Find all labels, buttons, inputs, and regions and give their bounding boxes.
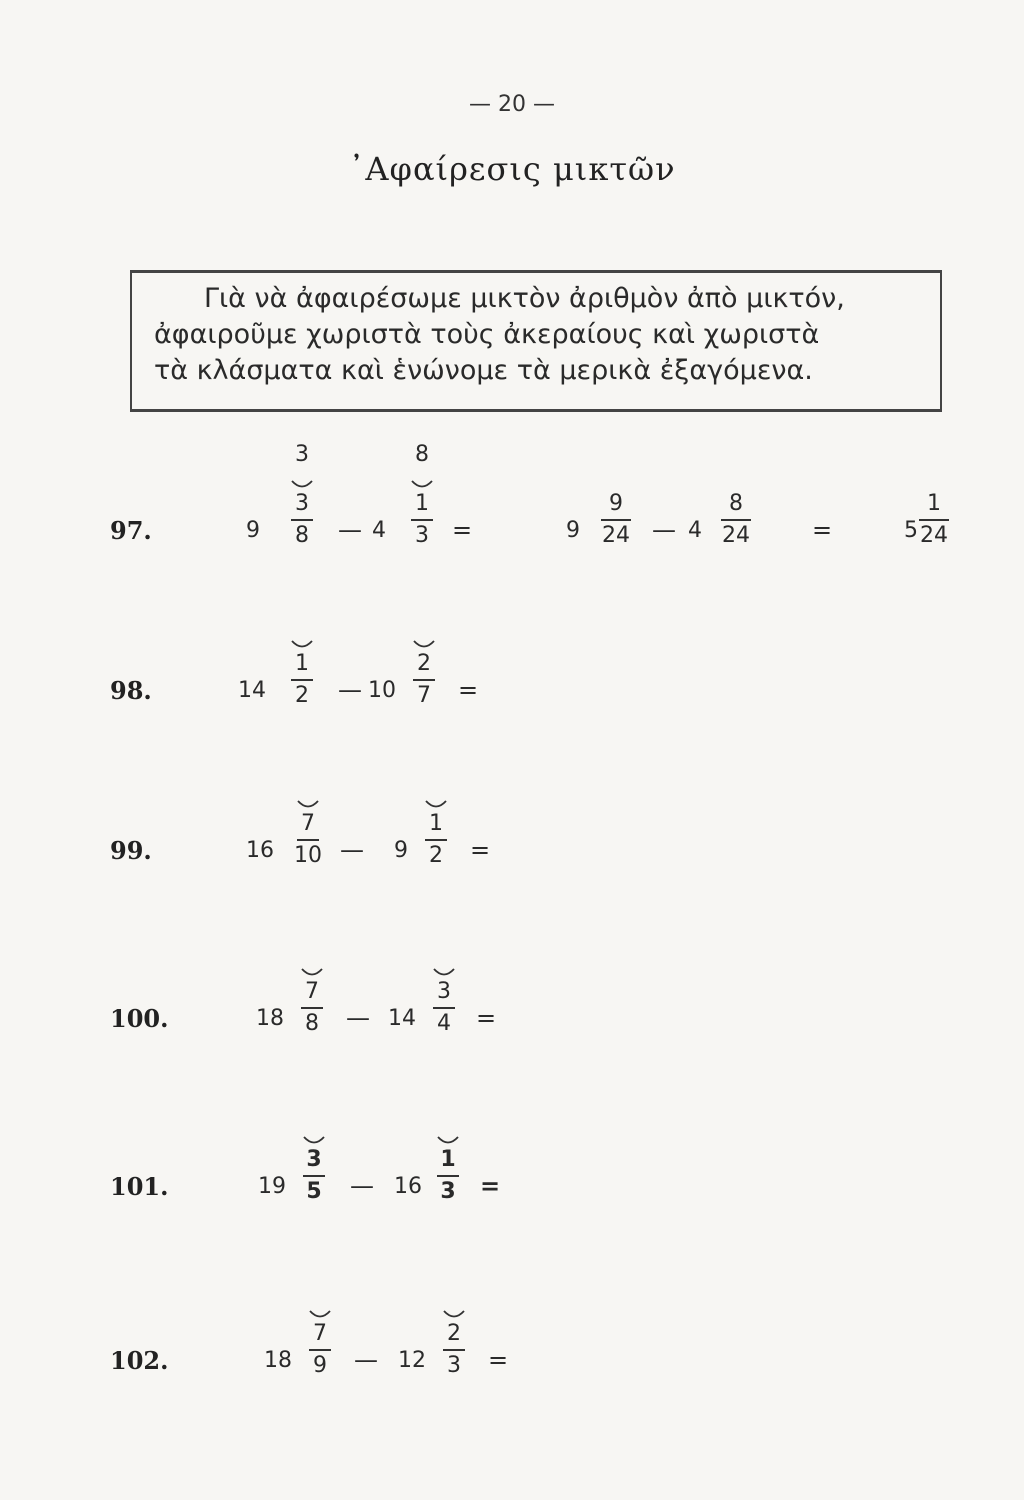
step-subtrahend-whole: 4 (688, 518, 702, 543)
arc-icon (282, 634, 322, 650)
numerator: 1 (429, 811, 443, 836)
numerator: 3 (295, 491, 309, 516)
arc-icon (434, 1304, 474, 1320)
rule-line-1: Γιὰ νὰ ἀφαιρέσωμε μικτὸν ἀριθμὸν ἀπὸ μικτόν, (204, 283, 845, 314)
arc-icon (288, 794, 328, 810)
minus-sign: — (354, 1346, 378, 1374)
subtrahend-whole: 10 (368, 678, 396, 703)
problem-99 (0, 790, 1024, 910)
equals-sign: = (452, 516, 473, 544)
subtrahend-fraction (424, 978, 464, 1038)
problem-number: 98. (110, 676, 152, 705)
numerator: 2 (417, 651, 431, 676)
step-minuend-whole: 9 (566, 518, 580, 543)
multiplier: 8 (415, 442, 429, 467)
denominator: 24 (722, 523, 750, 548)
subtrahend-fraction (404, 650, 444, 710)
numerator: 7 (313, 1321, 327, 1346)
arc-icon (416, 794, 456, 810)
fraction-bar (291, 679, 313, 681)
denominator: 8 (305, 1011, 319, 1036)
step-minuend-fraction (596, 490, 636, 550)
denominator: 8 (295, 523, 309, 548)
equals-sign: = (480, 1172, 501, 1200)
fraction-bar (721, 519, 751, 521)
subtrahend-fraction (402, 442, 442, 550)
minus-sign: — (652, 516, 676, 544)
fraction-bar (443, 1349, 465, 1351)
subtrahend-whole: 16 (394, 1174, 422, 1199)
subtrahend-fraction (416, 810, 456, 870)
rule-box (130, 270, 942, 412)
problem-number: 100. (110, 1004, 169, 1033)
fraction-bar (291, 519, 313, 521)
arc-icon (402, 474, 442, 490)
page-title: ᾿Αφαίρεσις μικτῶν (348, 150, 676, 188)
arc-icon (292, 962, 332, 978)
numerator: 2 (447, 1321, 461, 1346)
numerator: 9 (609, 491, 623, 516)
minuend-whole: 18 (264, 1348, 292, 1373)
arc-icon (282, 474, 322, 490)
fraction-bar (413, 679, 435, 681)
problem-98 (0, 630, 1024, 750)
minuend-whole: 16 (246, 838, 274, 863)
numerator: 3 (437, 979, 451, 1004)
arc-icon (300, 1304, 340, 1320)
result-whole: 5 (904, 518, 918, 543)
minuend-whole: 14 (238, 678, 266, 703)
fraction-bar (411, 519, 433, 521)
numerator: 1 (415, 491, 429, 516)
problem-97 (0, 442, 1024, 590)
fraction-bar (425, 839, 447, 841)
numerator: 7 (301, 811, 315, 836)
denominator: 3 (440, 1179, 456, 1204)
minus-sign: — (338, 676, 362, 704)
problem-number: 102. (110, 1346, 169, 1375)
numerator: 7 (305, 979, 319, 1004)
arc-icon (424, 962, 464, 978)
rule-line-2: ἀφαιροῦμε χωριστὰ τοὺς ἀκεραίους καὶ χωριστὰ (154, 319, 820, 350)
result-fraction (914, 490, 954, 550)
denominator: 9 (313, 1353, 327, 1378)
minuend-fraction (282, 442, 322, 550)
equals-sign: = (812, 516, 833, 544)
fraction-bar (297, 839, 319, 841)
denominator: 5 (306, 1179, 322, 1204)
denominator: 4 (437, 1011, 451, 1036)
minus-sign: — (340, 836, 364, 864)
subtrahend-fraction (428, 1146, 468, 1206)
numerator: 3 (306, 1147, 322, 1172)
denominator: 7 (417, 683, 431, 708)
equals-sign: = (488, 1346, 509, 1374)
problem-number: 101. (110, 1172, 169, 1201)
equals-sign: = (470, 836, 491, 864)
fraction-bar (301, 1007, 323, 1009)
arc-icon (404, 634, 444, 650)
step-subtrahend-fraction (716, 490, 756, 550)
minuend-fraction (300, 1320, 340, 1380)
minus-sign: — (350, 1172, 374, 1200)
numerator: 8 (729, 491, 743, 516)
subtrahend-whole: 9 (394, 838, 408, 863)
denominator: 24 (920, 523, 948, 548)
page-number: — 20 — (469, 92, 555, 117)
problem-101 (0, 1126, 1024, 1246)
numerator: 1 (927, 491, 941, 516)
minuend-fraction (288, 810, 328, 870)
problem-number: 99. (110, 836, 152, 865)
fraction-bar (433, 1007, 455, 1009)
fraction-bar (303, 1175, 325, 1177)
fraction-bar (919, 519, 949, 521)
denominator: 2 (295, 683, 309, 708)
arc-icon (428, 1130, 468, 1146)
minus-sign: — (338, 516, 362, 544)
numerator: 1 (295, 651, 309, 676)
subtrahend-whole: 4 (372, 518, 386, 543)
fraction-bar (601, 519, 631, 521)
minuend-whole: 9 (246, 518, 260, 543)
minuend-fraction (292, 978, 332, 1038)
problem-102 (0, 1300, 1024, 1420)
denominator: 3 (447, 1353, 461, 1378)
arc-icon (294, 1130, 334, 1146)
minuend-fraction (282, 650, 322, 710)
rule-line-3: τὰ κλάσματα καὶ ἑνώνομε τὰ μερικὰ ἐξαγόμενα. (154, 355, 813, 386)
denominator: 24 (602, 523, 630, 548)
subtrahend-whole: 14 (388, 1006, 416, 1031)
equals-sign: = (458, 676, 479, 704)
minuend-whole: 18 (256, 1006, 284, 1031)
minuend-whole: 19 (258, 1174, 286, 1199)
multiplier: 3 (295, 442, 309, 467)
minuend-fraction (294, 1146, 334, 1206)
equals-sign: = (476, 1004, 497, 1032)
subtrahend-fraction (434, 1320, 474, 1380)
denominator: 10 (294, 843, 322, 868)
subtrahend-whole: 12 (398, 1348, 426, 1373)
fraction-bar (309, 1349, 331, 1351)
problem-number: 97. (110, 516, 152, 545)
denominator: 2 (429, 843, 443, 868)
fraction-bar (437, 1175, 459, 1177)
problem-100 (0, 958, 1024, 1078)
numerator: 1 (440, 1147, 456, 1172)
denominator: 3 (415, 523, 429, 548)
minus-sign: — (346, 1004, 370, 1032)
